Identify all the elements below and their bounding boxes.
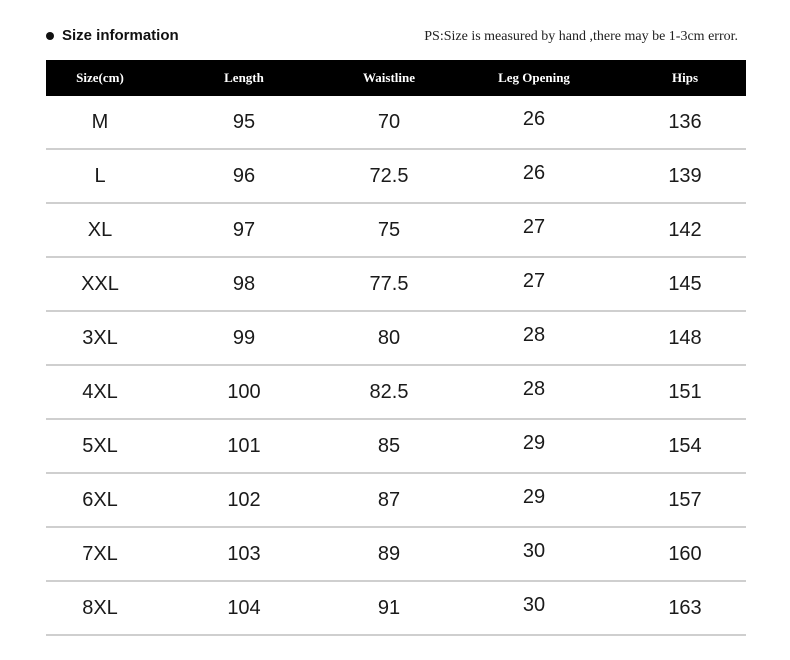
column-header-waistline: Waistline	[362, 70, 415, 85]
cell-length: 96	[232, 164, 256, 187]
cell-size: 7XL	[82, 542, 118, 565]
cell-size: 3XL	[82, 326, 118, 349]
cell-waistline: 89	[377, 542, 401, 565]
column-header-length: Length	[224, 70, 264, 85]
cell-length: 100	[227, 380, 261, 403]
cell-size: M	[91, 110, 109, 133]
cell-size: 8XL	[82, 596, 118, 619]
table-row	[46, 312, 746, 366]
cell-hips: 139	[668, 164, 702, 187]
cell-waistline: 85	[377, 434, 401, 457]
cell-waistline: 70	[377, 110, 401, 133]
table-row	[46, 96, 746, 150]
cell-hips: 136	[668, 110, 702, 133]
cell-length: 98	[232, 272, 256, 295]
cell-leg-opening: 29	[522, 485, 546, 508]
cell-length: 103	[227, 542, 261, 565]
cell-hips: 160	[668, 542, 702, 565]
cell-waistline: 75	[377, 218, 401, 241]
table-row	[46, 474, 746, 528]
column-header-size: Size(cm)	[76, 70, 124, 85]
table-header	[46, 60, 746, 96]
cell-leg-opening: 30	[522, 539, 546, 562]
cell-size: 6XL	[82, 488, 118, 511]
cell-waistline: 82.5	[369, 380, 409, 403]
table-row	[46, 582, 746, 636]
cell-leg-opening: 30	[522, 593, 546, 616]
measurement-note: PS:Size is measured by hand ,there may be 1-3cm error.	[424, 29, 738, 44]
cell-leg-opening: 26	[522, 161, 546, 184]
table-row	[46, 420, 746, 474]
cell-leg-opening: 27	[522, 269, 546, 292]
cell-size: XL	[87, 218, 113, 241]
cell-size: L	[94, 164, 106, 187]
cell-waistline: 77.5	[369, 272, 409, 295]
cell-hips: 145	[668, 272, 702, 295]
cell-leg-opening: 28	[522, 323, 546, 346]
table-row	[46, 150, 746, 204]
cell-hips: 154	[668, 434, 702, 457]
table-row	[46, 258, 746, 312]
cell-size: 4XL	[82, 380, 118, 403]
table-row	[46, 204, 746, 258]
cell-waistline: 91	[377, 596, 401, 619]
size-info-header	[0, 0, 790, 60]
cell-length: 97	[232, 218, 256, 241]
cell-waistline: 72.5	[369, 164, 409, 187]
cell-length: 102	[227, 488, 261, 511]
table-row	[46, 366, 746, 420]
cell-hips: 148	[668, 326, 702, 349]
cell-hips: 157	[668, 488, 702, 511]
cell-waistline: 87	[377, 488, 401, 511]
cell-size: XXL	[81, 272, 119, 295]
cell-length: 99	[232, 326, 256, 349]
cell-length: 104	[227, 596, 261, 619]
cell-hips: 142	[668, 218, 702, 241]
column-header-hips: Hips	[671, 70, 698, 85]
page-title: Size information	[62, 27, 179, 44]
cell-hips: 151	[668, 380, 702, 403]
cell-leg-opening: 28	[522, 377, 546, 400]
cell-leg-opening: 26	[522, 107, 546, 130]
bullet-icon	[46, 32, 54, 40]
cell-leg-opening: 29	[522, 431, 546, 454]
column-header-leg-opening: Leg Opening	[498, 70, 570, 85]
cell-length: 95	[232, 110, 256, 133]
cell-size: 5XL	[82, 434, 118, 457]
table-row	[46, 528, 746, 582]
cell-hips: 163	[668, 596, 702, 619]
size-table	[46, 60, 746, 636]
cell-leg-opening: 27	[522, 215, 546, 238]
cell-length: 101	[227, 434, 261, 457]
cell-waistline: 80	[377, 326, 401, 349]
